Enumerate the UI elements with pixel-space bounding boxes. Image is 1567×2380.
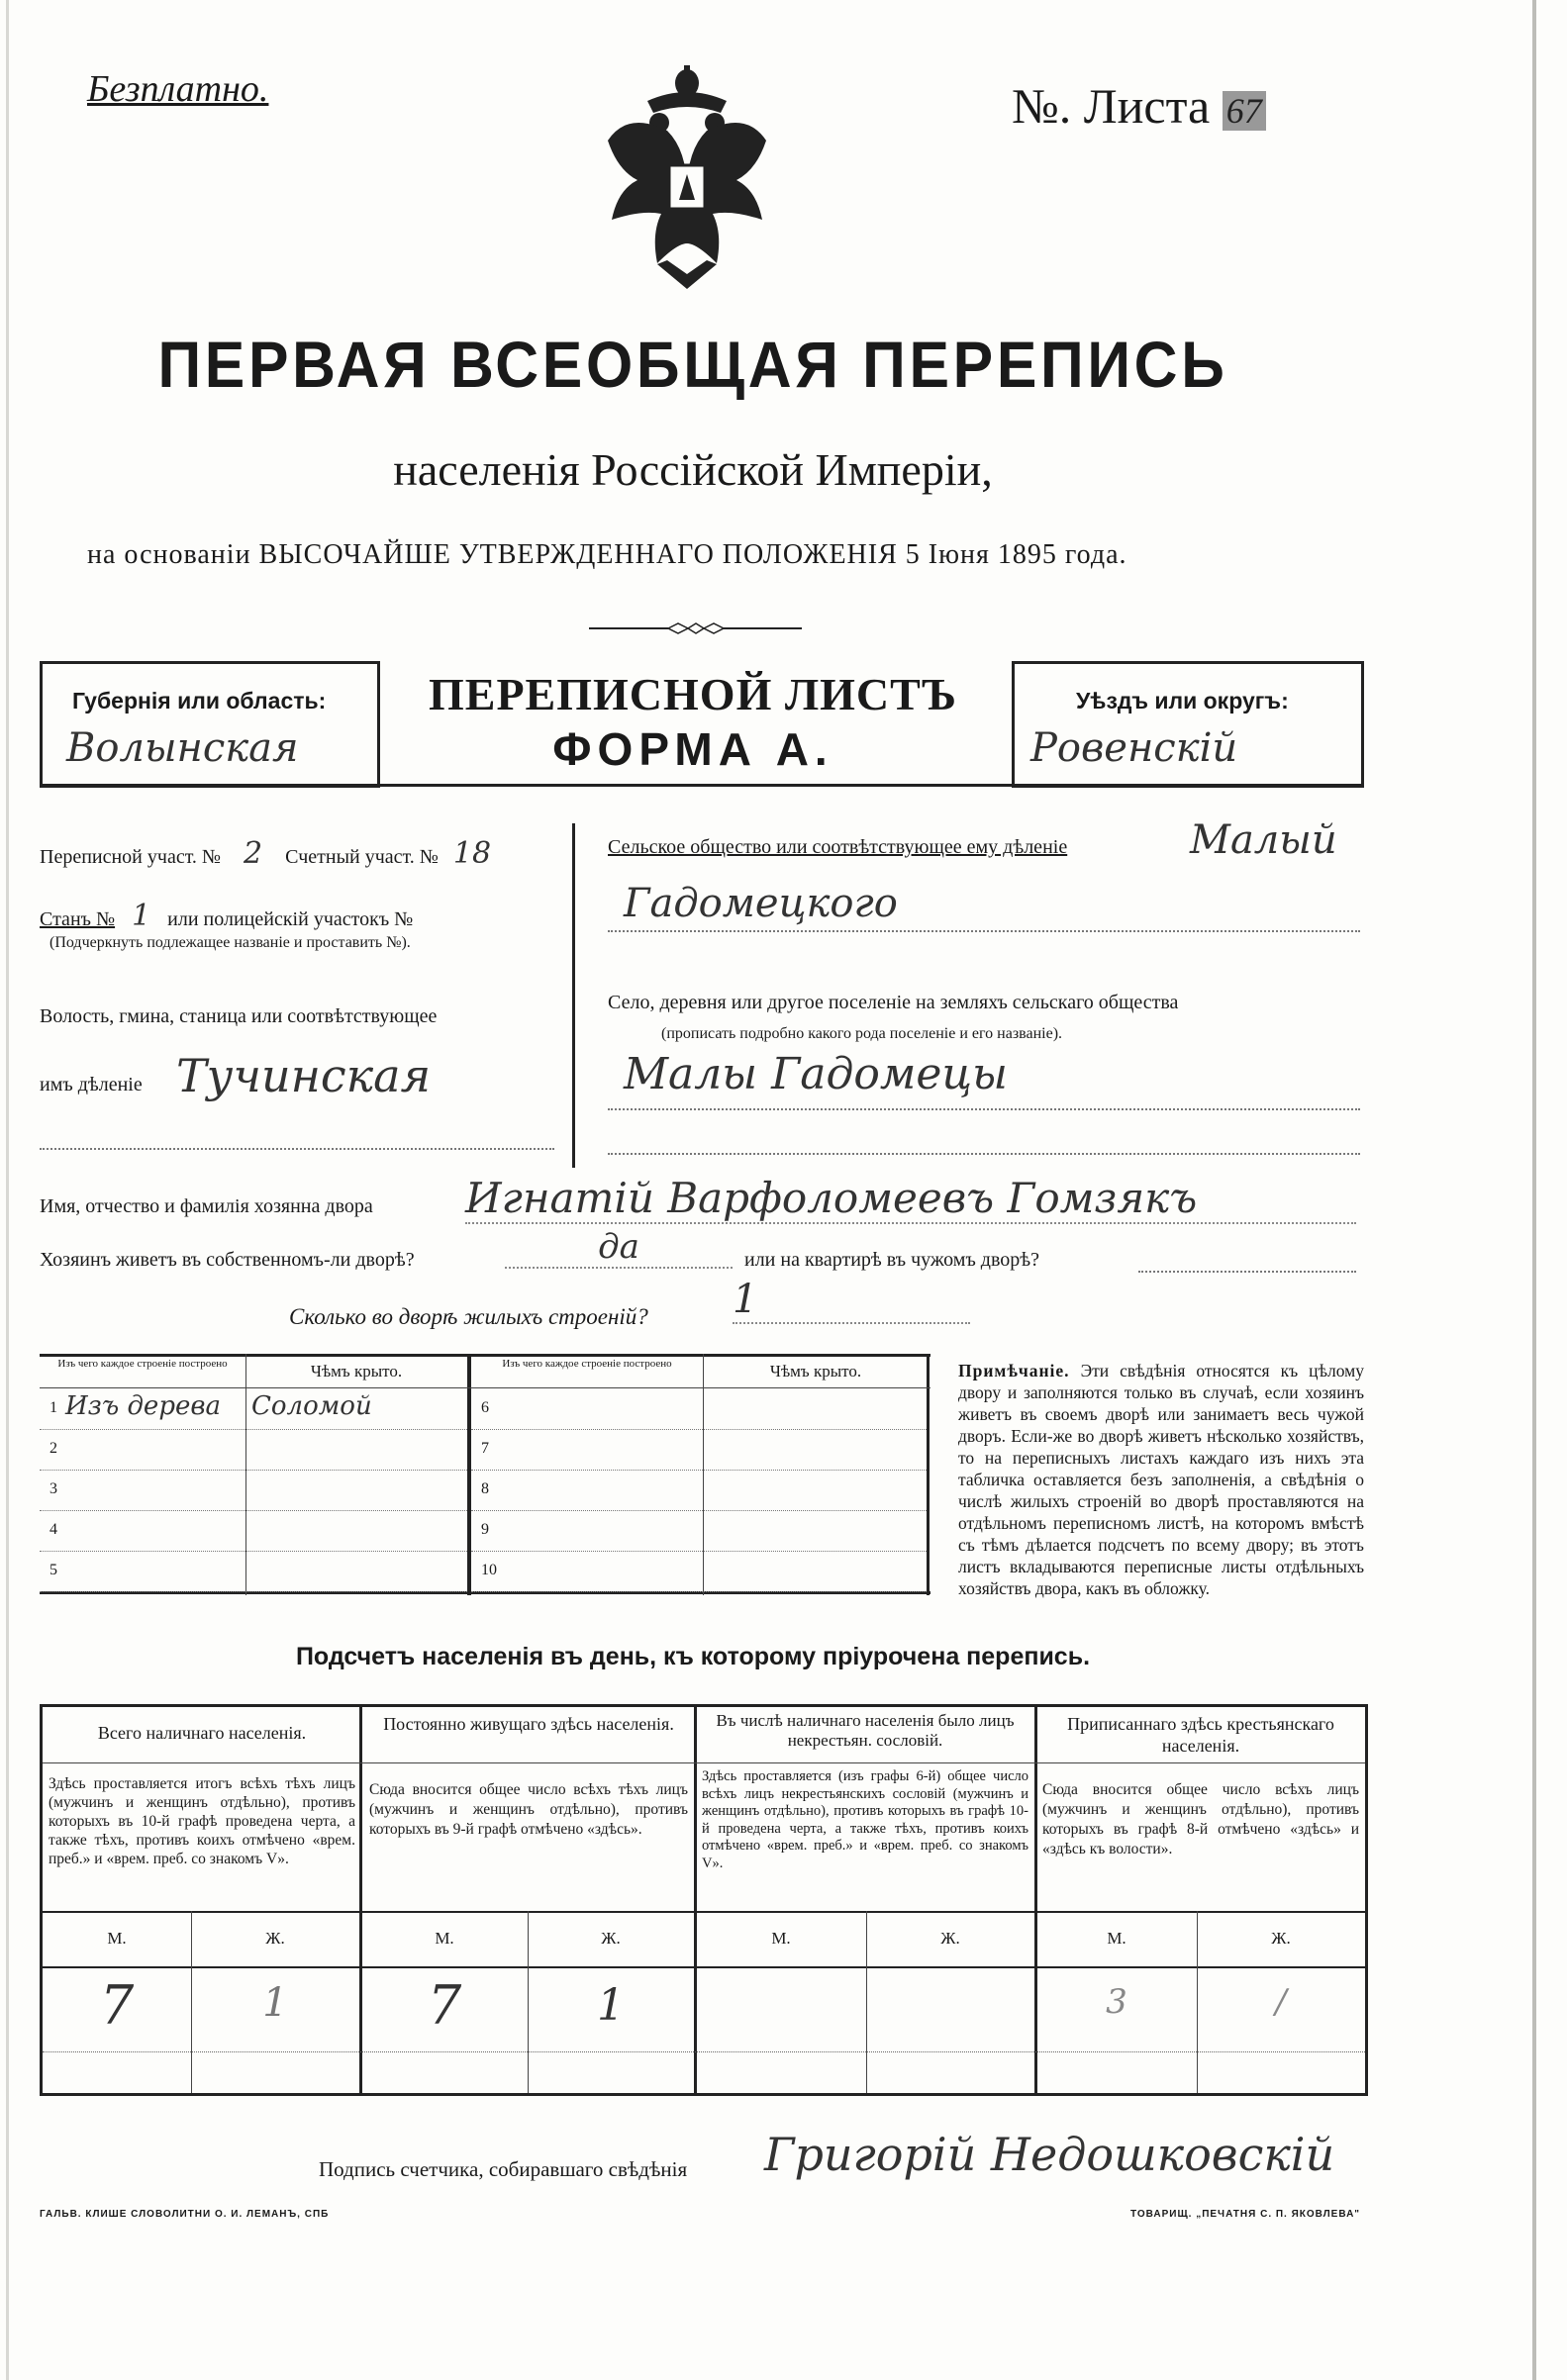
pop-total-m[interactable]: 7 — [99, 1974, 135, 2037]
table-row: 9 — [471, 1511, 927, 1552]
census-district-label: Переписной участ. № — [40, 846, 222, 868]
table-row: 6 — [471, 1389, 927, 1430]
pop-f-label: Ж. — [601, 1929, 621, 1948]
buildings-col-roof-left: Чѣмъ крыто. — [310, 1362, 403, 1380]
village-hint: (прописать подробно какого рода поселеніе и его названіе). — [661, 1025, 1063, 1042]
note-text: Эти свѣдѣнія относятся къ цѣлому двору и заполняются только въ случаѣ, если хозяинъ живетъ въ своемъ дворѣ или занимаетъ весь чужой дворъ. Если-же во дворѣ живетъ нѣсколько хозяйствъ, то на переписныхъ листахъ каждаго изъ нихъ эта табличка оставляется безъ заполненія, а свѣдѣнія о числѣ жилыхъ строеній во дворѣ проставляются на отдѣльномъ переписномъ листѣ, на которомъ вмѣстѣ съ тѣмъ дѣлается подсчетъ по всему двору; въ этотъ листъ вкладываются переписные листы отдѣльныхъ хозяйствъ двора, какъ въ обложку. — [958, 1361, 1365, 1598]
buildings-col-material-right: Изъ чего каждое строеніе построено — [502, 1358, 672, 1370]
table-row: 4 — [40, 1511, 467, 1552]
buildings-value[interactable]: 1 — [733, 1277, 970, 1324]
society-value-1[interactable]: Малый — [1190, 817, 1337, 863]
note-block — [958, 1360, 1364, 1599]
sheet-number-label: №. Листа — [1012, 78, 1211, 134]
pop-resident-f[interactable]: 1 — [597, 1980, 625, 2031]
table-row: 2 — [40, 1430, 467, 1471]
volost-extra-line — [40, 1148, 554, 1150]
village-value[interactable]: Малы Гадомецы — [624, 1049, 1008, 1099]
signature-value[interactable]: Григорій Недошковскій — [764, 2128, 1335, 2181]
pop-col4-desc: Сюда вносится общее число всѣхъ лицъ (мужчинъ и женщинъ отдѣльно), противъ которыхъ въ графѣ 8-й отмѣчено «здѣсь» и «здѣсь къ волости». — [1042, 1781, 1359, 1857]
society-line — [608, 930, 1360, 932]
population-table — [40, 1704, 1368, 2096]
pop-f-label: Ж. — [940, 1929, 960, 1948]
population-title: Подсчетъ населенія въ день, къ которому пріурочена перепись. — [295, 1643, 1091, 1670]
page-edge-left — [6, 0, 9, 2380]
census-district-value[interactable]: 2 — [244, 836, 263, 871]
building-material[interactable]: Изъ дерева — [65, 1391, 221, 1421]
pop-resident-m[interactable]: 7 — [427, 1974, 462, 2037]
pop-col3-desc: Здѣсь проставляется (изъ графы 6-й) общее число всѣхъ лицъ некрестьянскихъ сословій (мужчинъ и женщинъ отдѣльно), противъ которыхъ въ графѣ 10-й проведена черта, а также тѣхъ, противъ коихъ отмѣчено «врем. преб.» и «врем. преб. со знакомъ V». — [702, 1768, 1028, 1871]
table-row: 5 — [40, 1552, 467, 1592]
uezd-label: Уѣздъ или округъ: — [1076, 688, 1289, 714]
buildings-table-right — [927, 1354, 930, 1595]
uezd-box — [1012, 661, 1364, 788]
volost-value[interactable]: Тучинская — [176, 1049, 432, 1102]
buildings-col-roof-right: Чѣмъ крыто. — [769, 1362, 862, 1380]
volost-label-1: Волость, гмина, станица или соотвѣтствующее — [40, 1005, 438, 1027]
stan-field — [40, 899, 554, 933]
counting-district-value[interactable]: 18 — [452, 836, 492, 871]
imperial-eagle-icon — [588, 61, 786, 299]
pop-peasant-m[interactable]: 3 — [1106, 1982, 1127, 2022]
table-row: 3 — [40, 1471, 467, 1511]
pop-col2-desc: Сюда вносится общее число всѣхъ тѣхъ лицъ (мужчинъ и женщинъ отдѣльно), противъ которыхъ въ 9-й графѣ отмѣчено «здѣсь». — [369, 1781, 688, 1838]
buildings-table-top — [40, 1354, 930, 1357]
page-subtitle: населенія Россійской Имперіи, — [393, 444, 993, 495]
society-label: Сельское общество или соотвѣтствующее ему дѣленіе — [608, 836, 1068, 858]
fields-divider — [572, 823, 575, 1168]
buildings-table — [40, 1354, 930, 1595]
census-list-title: ПЕРЕПИСНОЙ ЛИСТЪ — [428, 669, 958, 719]
form-a-label: ФОРМА А. — [552, 723, 833, 775]
table-row: 1 Изъ дерева Соломой — [40, 1389, 467, 1430]
pop-col1-head: Всего наличнаго населенія. — [97, 1723, 307, 1743]
gubernia-box — [40, 661, 380, 788]
building-roof[interactable]: Соломой — [251, 1391, 372, 1421]
pop-col1-desc: Здѣсь проставляется итогъ всѣхъ тѣхъ лицъ (мужчинъ и женщинъ отдѣльно), противъ которыхъ въ 10-й графѣ проведена черта, а также тѣхъ, противъ коихъ отмѣчено «врем. преб.» и «врем. преб. со знакомъ V». — [49, 1775, 355, 1867]
pop-f-label: Ж. — [1271, 1929, 1291, 1948]
printer-credit-right: ТОВАРИЩ. „ПЕЧАТНЯ С. П. ЯКОВЛЕВА" — [1130, 2209, 1361, 2220]
sheet-number — [1012, 77, 1266, 135]
village-line-2 — [608, 1153, 1360, 1155]
ornament-divider — [589, 621, 802, 635]
society-value-2[interactable]: Гадомецкого — [624, 881, 898, 926]
buildings-rows-left — [40, 1389, 467, 1592]
gubernia-label: Губернія или область: — [72, 688, 327, 714]
header-divider — [40, 784, 1361, 787]
pop-col3-head: Въ числѣ наличнаго населенія было лицъ некрестьян. сословій. — [716, 1711, 1015, 1750]
volost-label-2: имъ дѣленіе — [40, 1074, 143, 1095]
owner-lives-value[interactable]: да — [505, 1227, 733, 1269]
owner-lives-label: Хозяинъ живетъ въ собственномъ-ли дворѣ? — [40, 1249, 415, 1271]
stan-hint: (Подчеркнуть подлежащее названіе и проставить №). — [49, 934, 411, 951]
counting-district-label: Счетный участ. № — [285, 846, 439, 868]
table-row: 7 — [471, 1430, 927, 1471]
census-district-field — [40, 836, 491, 871]
legal-basis: на основаніи ВЫСОЧАЙШЕ УТВЕРЖДЕННАГО ПОЛОЖЕНІЯ 5 Іюня 1895 года. — [87, 539, 1127, 570]
sheet-number-value: 67 — [1223, 91, 1266, 131]
printer-credit-left: ГАЛЬВ. КЛИШЕ СЛОВОЛИТНИ О. И. ЛЕМАНЪ, СПБ — [40, 2209, 330, 2220]
village-label: Село, деревня или другое поселеніе на земляхъ сельскаго общества — [608, 992, 1179, 1013]
owner-name-label: Имя, отчество и фамилія хозянна двора — [40, 1195, 373, 1217]
buildings-label: Сколько во дворѣ жилыхъ строеній? — [289, 1304, 648, 1329]
pop-m-label: М. — [771, 1929, 791, 1948]
police-label: или полицейскій участокъ № — [167, 908, 414, 930]
pop-f-label: Ж. — [265, 1929, 285, 1948]
rent-line — [1138, 1271, 1356, 1273]
rent-label: или на квартирѣ въ чужомъ дворѣ? — [744, 1249, 1040, 1271]
buildings-col-material-left: Изъ чего каждое строеніе построено — [57, 1358, 228, 1370]
stan-value[interactable]: 1 — [132, 899, 151, 933]
pop-total-f[interactable]: 1 — [262, 1980, 288, 2026]
pop-col2-head: Постоянно живущаго здѣсь населенія. — [383, 1714, 674, 1734]
pop-m-label: М. — [435, 1929, 454, 1948]
owner-name-value[interactable]: Игнатій Варфоломеевъ Гомзякъ — [465, 1174, 1356, 1224]
page-edge-right — [1532, 0, 1536, 2380]
page-title: ПЕРВАЯ ВСЕОБЩАЯ ПЕРЕПИСЬ — [157, 328, 1228, 401]
uezd-value[interactable]: Ровенскій — [1030, 725, 1238, 771]
table-row: 10 — [471, 1552, 927, 1592]
buildings-head-sep — [40, 1387, 930, 1388]
table-row: 8 — [471, 1471, 927, 1511]
pop-peasant-f[interactable]: / — [1275, 1982, 1287, 2022]
signature-label: Подпись счетчика, собиравшаго свѣдѣнія — [319, 2157, 688, 2181]
note-caption: Примѣчаніе. — [958, 1361, 1070, 1380]
pop-m-label: М. — [1107, 1929, 1126, 1948]
pop-m-label: М. — [107, 1929, 127, 1948]
village-line-1 — [608, 1108, 1360, 1110]
pop-col4-head: Приписаннаго здѣсь крестьянскаго населенія. — [1067, 1714, 1334, 1756]
gubernia-value[interactable]: Волынская — [66, 725, 299, 771]
free-label: Безплатно. — [87, 68, 269, 110]
buildings-rows-right — [471, 1389, 927, 1592]
stan-label: Станъ № — [40, 908, 116, 930]
